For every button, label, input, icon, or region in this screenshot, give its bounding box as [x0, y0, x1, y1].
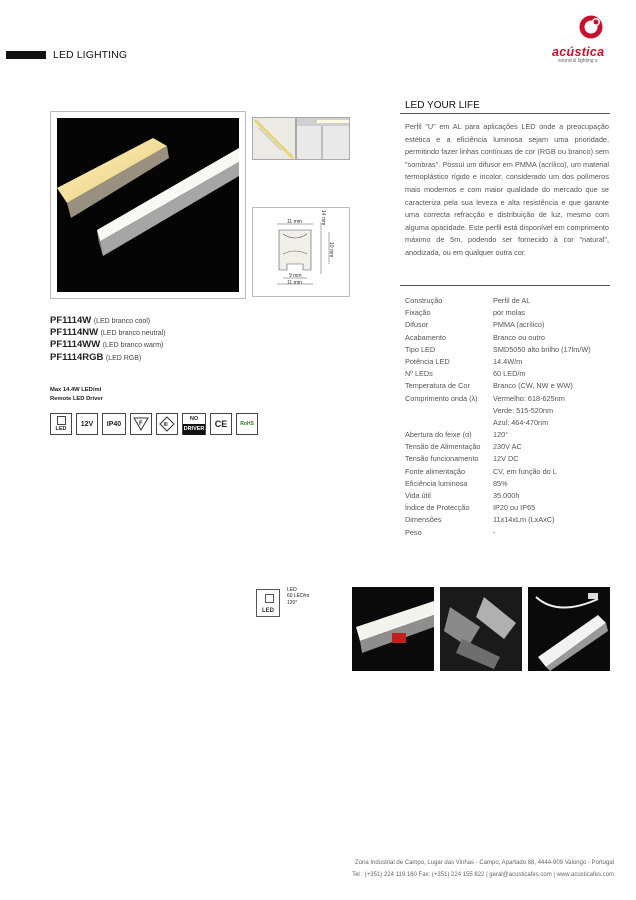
product-photo — [50, 111, 246, 299]
spec-value: Branco ou outro — [493, 332, 545, 342]
led-spec-icon: LED — [256, 589, 280, 617]
application-thumbnail-ceiling — [296, 117, 350, 160]
spec-value: PMMA (acrílico) — [493, 320, 545, 330]
spec-value: SMD5050 alto brilho (17lm/W) — [493, 344, 591, 354]
ce-mark-icon: CE — [210, 413, 232, 435]
spec-row — [405, 478, 625, 490]
dim-top-width: 11 mm — [287, 219, 302, 225]
f-mark-icon — [130, 413, 152, 435]
spec-row — [405, 502, 625, 514]
spec-row — [405, 429, 625, 441]
spec-value: Vermelho: 618-625nm — [493, 393, 565, 403]
spec-row — [405, 527, 625, 539]
product-description: Perfil "U" em AL para aplicações LED onde a preocupação estética e a eficiência luminosa sejam uma prioridade, permitindo fazer linhas contínuas de cor (RGB ou branco) sem "sombras". Possui um difusor em PMMA (acrílico), um material termoplástico rígido e incolor, considerado um dos polímeros mais modernos e com maior qualidade do mercado que se caracteriza pela sua leveza e alta resistência e que garante uma correcta refracção e distribuição de luz, mesmo com alguma opacidade. Este perfil está disponível em comprimento máximo de 5m, podendo ser fornecido à cor "natural", anodizada, ou em qualquer outra cor. — [405, 122, 609, 257]
spec-label — [405, 417, 493, 429]
model-item — [50, 351, 166, 363]
footer-contacts: Tel : (+351) 224 119 160 Fax: (+351) 224 155 822 | geral@acusticafes.com | www.acusticafes.com — [352, 872, 614, 878]
spec-label: Tensão funcionamento — [405, 454, 479, 464]
spec-row — [405, 307, 625, 319]
spec-row — [405, 441, 625, 453]
spec-value: Verde: 515-520nm — [493, 405, 554, 415]
spec-row — [405, 344, 625, 356]
spec-value: Azul: 464-470nm — [493, 417, 549, 427]
spec-label: Fonte alimentação — [405, 466, 466, 476]
model-item — [50, 314, 166, 326]
spec-row — [405, 466, 625, 478]
svg-text:III: III — [163, 422, 168, 428]
spec-label: Comprimento onda (λ) — [405, 393, 478, 403]
spec-label: Acabamento — [405, 332, 446, 342]
spec-value: CV, em função do L — [493, 466, 557, 476]
no-driver-icon: NO DRIVER — [182, 413, 206, 435]
bottom-photo-clips — [440, 587, 522, 671]
spec-row — [405, 514, 625, 526]
spec-label — [405, 405, 493, 417]
certification-icons — [50, 413, 258, 435]
model-code: PF1114NW — [50, 327, 99, 339]
dim-bottom-width: 11 mm — [287, 280, 302, 286]
led-spec-info — [287, 587, 309, 606]
spec-value: Perfil de AL — [493, 296, 531, 305]
spec-label: Construção — [405, 296, 443, 305]
dim-bottom-inner: 9 mm — [289, 273, 302, 279]
spec-row — [405, 490, 625, 502]
header-bar — [6, 51, 46, 59]
spec-value: 14.4W/m — [493, 356, 523, 366]
led-icon: LED — [50, 413, 72, 435]
spec-value: 230V AC — [493, 442, 522, 452]
driver-info-line2: Remote LED Driver — [50, 395, 103, 402]
spec-row — [405, 295, 625, 307]
spec-value: 60 LED/m — [493, 369, 526, 379]
driver-info — [50, 386, 103, 403]
model-item — [50, 338, 166, 350]
rohs-icon: RoHS — [236, 413, 258, 435]
spec-label: Vida útil — [405, 491, 431, 500]
svg-text:F: F — [139, 421, 143, 427]
spec-value: Branco (CW, NW e WW) — [493, 381, 573, 391]
spec-value: 120° — [493, 430, 509, 440]
ip-rating-icon: IP40 — [102, 413, 126, 435]
spec-label: Tensão de Alimentação — [405, 442, 481, 452]
model-desc: (LED branco neutral) — [100, 330, 166, 338]
spec-row — [405, 319, 625, 331]
spec-row — [405, 368, 625, 380]
model-code: PF1114RGB — [50, 351, 104, 363]
spec-label: Nº LEDs — [405, 369, 433, 379]
company-logo — [548, 14, 618, 66]
specs-table — [405, 295, 625, 539]
spec-value: IP20 ou IP65 — [493, 503, 536, 513]
spec-label: Temperatura de Cor — [405, 381, 470, 391]
footer-address: Zona Industrial de Campo, Lugar das Vinhas - Campo, Apartado 88, 4444-909 Valongo - Portugal — [355, 860, 614, 866]
spec-value: 35.000h — [493, 491, 520, 500]
model-item — [50, 326, 166, 338]
spec-label: Fixação — [405, 308, 431, 318]
spec-row — [405, 405, 625, 417]
dim-height-inner: 10 mm — [328, 242, 334, 258]
spec-label: Potência LED — [405, 356, 450, 366]
model-desc: (LED branco cool) — [93, 318, 151, 325]
logo-mark-icon — [548, 14, 618, 46]
driver-info-line1: Max 14.4W LED/ml — [50, 387, 102, 393]
model-desc: (LED branco warm) — [102, 342, 164, 350]
spec-row — [405, 417, 625, 429]
spec-label: Difusor — [405, 320, 429, 330]
voltage-icon: 12V — [76, 413, 98, 435]
dim-height-outer: 14 mm — [320, 210, 326, 226]
led-info-line3: 120° — [287, 599, 298, 606]
led-info-line1: LED — [287, 587, 297, 593]
class-three-icon — [156, 413, 178, 435]
spec-row — [405, 453, 625, 465]
spec-row — [405, 380, 625, 392]
spec-value: - — [493, 527, 496, 537]
led-info-line2: 60 LED/m — [287, 593, 310, 600]
header-title: LED LIGHTING — [53, 49, 128, 61]
specs-divider — [400, 285, 610, 286]
section-title: LED YOUR LIFE — [405, 100, 480, 111]
spec-value: 11x14xLm (LxAxC) — [493, 515, 555, 525]
profile-technical-drawing — [252, 207, 350, 297]
spec-label: Peso — [405, 527, 422, 537]
spec-row — [405, 393, 625, 405]
spec-value: por molas — [493, 308, 526, 318]
logo-name: acústica — [552, 45, 605, 59]
spec-label: Índice de Protecção — [405, 503, 470, 513]
section-divider — [400, 113, 610, 114]
spec-label: Abertura do feixe (α) — [405, 430, 472, 440]
spec-label: Dimensões — [405, 515, 442, 525]
application-thumbnail-stairs — [252, 117, 296, 160]
spec-value: 12V DC — [493, 454, 519, 464]
model-list — [50, 314, 166, 363]
spec-label: Tipo LED — [405, 344, 436, 354]
bottom-photo-profile — [352, 587, 434, 671]
spec-value: 85% — [493, 478, 508, 488]
model-code: PF1114W — [50, 315, 92, 326]
bottom-photo-cable — [528, 587, 610, 671]
logo-tagline: sound & lighting s — [558, 58, 598, 64]
spec-row — [405, 356, 625, 368]
spec-label: Eficiência luminosa — [405, 478, 468, 488]
spec-row — [405, 332, 625, 344]
model-desc: (LED RGB) — [105, 354, 142, 362]
model-code: PF1114WW — [50, 339, 101, 351]
